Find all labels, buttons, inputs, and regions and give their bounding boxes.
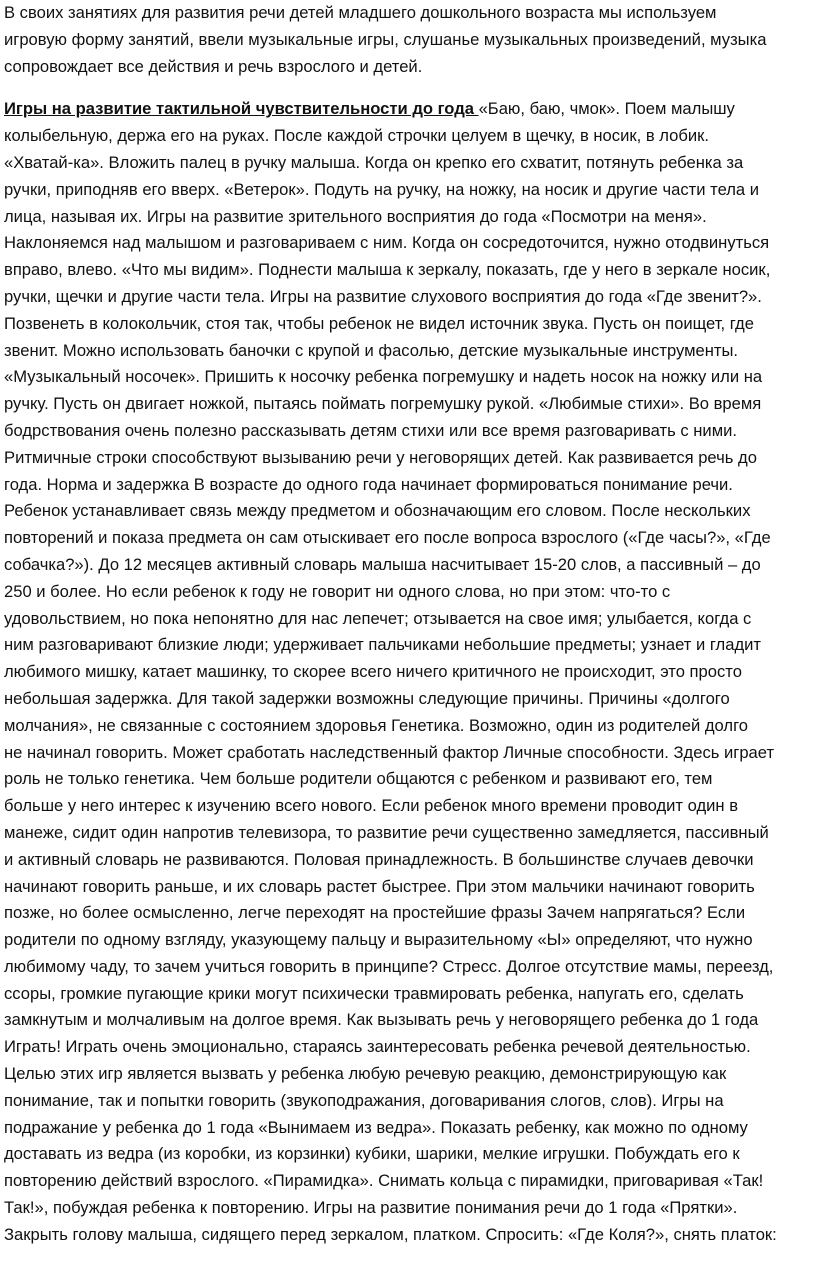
text-line: ссоры, громкие пугающие крики могут психически травмировать ребенка, напугать его, сделать [4, 983, 744, 1003]
text-line: доставать из ведра (из коробки, из корзинки) кубики, шарики, мелкие игрушки. Побуждать его к [4, 1144, 740, 1164]
text-line: небольшая задержка. Для такой задержки возможны следующие причины. Причины «долгого [4, 688, 730, 708]
text-line: подражание у ребенка до 1 года «Вынимаем из ведра». Показать ребенку, как можно по одному [4, 1117, 748, 1137]
text-line: понимание, так и попытки говорить (звукоподражания, договаривания слогов, слов). Игры на [4, 1090, 724, 1110]
text-line: повторению действий взрослого. «Пирамидка». Снимать кольца с пирамидки, приговаривая «Так! [4, 1171, 764, 1191]
text-line: сопровождает все действия и речь взрослого и детей. [4, 56, 423, 76]
text-line: собачка?»). До 12 месяцев активный словарь малыша насчитывает 15-20 слов, а пассивный – до [4, 554, 761, 574]
text-line: Наклоняемся над малышом и разговариваем с ним. Когда он сосредоточится, нужно отодвинуться [4, 233, 770, 253]
text-line: больше у него интерес к изучению всего нового. Если ребенок много времени проводит один в [4, 796, 739, 816]
text-line: звенит. Можно использовать баночки с крупой и фасолью, детские музыкальные инструменты. [4, 340, 739, 360]
text-line: вправо, влево. «Что мы видим». Поднести малыша к зеркалу, показать, где у него в зеркале носик, [4, 260, 771, 280]
text-line: роль не только генетика. Чем больше родители общаются с ребенком и развивают его, тем [4, 769, 713, 789]
text-line: любимому чаду, то зачем учиться говорить в принципе? Стресс. Долгое отсутствие мамы, переезд, [4, 956, 774, 976]
heading-line-rest: «Баю, баю, чмок». Поем малышу [478, 99, 735, 119]
text-line: бодрствования очень полезно рассказывать детям стихи или все время разговаривать с ними. [4, 420, 737, 440]
main-paragraph [4, 96, 810, 1248]
text-line: Так!», побуждая ребенка к повторению. Игры на развитие понимания речи до 1 года «Прятки». [4, 1198, 738, 1218]
text-line: и активный словарь не развиваются. Половая принадлежность. В большинстве случаев девочки [4, 849, 754, 869]
text-line: Целью этих игр является вызвать у ребенка любую речевую реакцию, демонстрирующую как [4, 1064, 727, 1084]
text-line: Позвенеть в колокольчик, стоя так, чтобы ребенок не видел источник звука. Пусть он поищет, где [4, 313, 754, 333]
text-line: Ребенок устанавливает связь между предметом и обозначающим его словом. После нескольких [4, 501, 751, 521]
text-line: удовольствием, но пока непонятно для нас лепечет; отзывается на свое имя; улыбается, когда с [4, 608, 752, 628]
body-lines [4, 123, 810, 1248]
text-line: 250 и более. Но если ребенок к году не говорит ни одного слова, но при этом: что-то с [4, 581, 671, 601]
text-line: манеже, сидит один напротив телевизора, то развитие речи существенно замедляется, пассивный [4, 822, 769, 842]
text-line: ручки, приподняв его вверх. «Ветерок». Подуть на ручку, на ножку, на носик и другие части тела и [4, 179, 760, 199]
intro-paragraph [4, 0, 810, 80]
text-line: ручки, щечки и другие части тела. Игры на развитие слухового восприятия до года «Где звенит?». [4, 286, 762, 306]
section-heading: Игры на развитие тактильной чувствительности до года [4, 99, 479, 119]
text-line: повторений и показа предмета он сам отыскивает его после вопроса взрослого («Где часы?», «Где [4, 528, 771, 548]
text-line: «Музыкальный носочек». Пришить к носочку ребенка погремушку и надеть носок на ножку или на [4, 367, 763, 387]
text-line: начинают говорить раньше, и их словарь растет быстрее. При этом мальчики начинают говорить [4, 876, 755, 896]
text-line: «Хватай-ка». Вложить палец в ручку малыша. Когда он крепко его схватит, потянуть ребенка за [4, 152, 744, 172]
text-line: колыбельную, держа его на руках. После каждой строчки целуем в щечку, в носик, в лобик. [4, 126, 709, 146]
text-line: Закрыть голову малыша, сидящего перед зеркалом, платком. Спросить: «Где Коля?», снять платок: [4, 1224, 777, 1244]
text-line: игровую форму занятий, ввели музыкальные игры, слушанье музыкальных произведений, музыка [4, 29, 767, 49]
text-line [4, 96, 810, 123]
paragraph-spacer [4, 80, 810, 96]
text-line: года. Норма и задержка В возрасте до одного года начинает формироваться понимание речи. [4, 474, 733, 494]
text-line: любимого мишку, катает машинку, то скорее всего ничего критичного не происходит, это просто [4, 662, 742, 682]
text-line: молчания», не связанные с состоянием здоровья Генетика. Возможно, один из родителей долго [4, 715, 748, 735]
text-line: Играть! Играть очень эмоционально, стараясь заинтересовать ребенка речевой деятельностью. [4, 1037, 751, 1057]
text-line: Ритмичные строки способствуют вызыванию речи у неговорящих детей. Как развивается речь до [4, 447, 757, 467]
text-line: замкнутым и молчаливым на долгое время. Как вызывать речь у неговорящего ребенка до 1 года [4, 1010, 759, 1030]
text-line: ним разговаривают близкие люди; удерживает пальчиками небольшие предметы; узнает и гладит [4, 635, 761, 655]
text-line: ручку. Пусть он двигает ножкой, пытаясь поймать погремушку рукой. «Любимые стихи». Во время [4, 394, 762, 414]
text-line: не начинал говорить. Может сработать наследственный фактор Личные способности. Здесь играет [4, 742, 775, 762]
text-line: позже, но более осмысленно, легче переходят на простейшие фразы Зачем напрягаться? Если [4, 903, 746, 923]
text-line: лица, называя их. Игры на развитие зрительного восприятия до года «Посмотри на меня». [4, 206, 707, 226]
text-line: В своих занятиях для развития речи детей младшего дошкольного возраста мы используем [4, 3, 717, 22]
text-line: родители по одному взгляду, указующему пальцу и выразительному «Ы» определяют, что нужно [4, 930, 753, 950]
